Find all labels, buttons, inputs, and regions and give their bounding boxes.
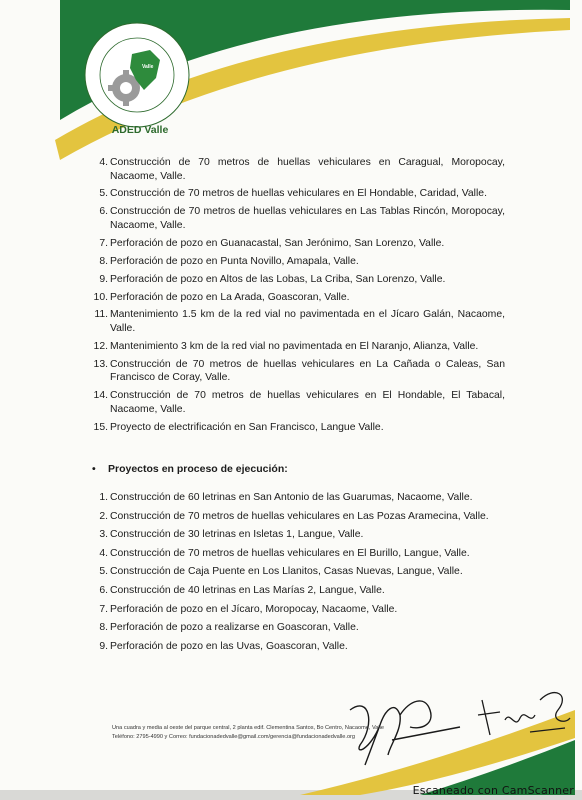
list-item [99,273,505,287]
footer-address: Una cuadra y media al oeste del parque central, 2 planta edif. Clementina Santos, Bo Centro, Nacaome, Valle [112,725,384,731]
item-number: 6. [99,584,108,596]
item-text: Construcción de 70 metros de huellas vehiculares en Las Tablas Rincón, Moropocay, Nacaome, Valle. [110,206,505,231]
item-text: Perforación de pozo en Punta Novillo, Amapala, Valle. [110,255,359,267]
bullet: • [92,463,96,475]
item-text: Construcción de 70 metros de huellas vehiculares en Las Pozas Aramecina, Valle. [110,510,489,522]
item-number: 9. [99,273,108,285]
list-item [93,358,505,385]
item-text: Construcción de 70 metros de huellas vehiculares en Caragual, Moropocay, Nacaome, Valle. [110,157,505,182]
item-number: 14. [93,390,108,402]
logo-text: ADED Valle [111,124,169,136]
item-text: Construcción de Caja Puente en Los Llanitos, Casas Nuevas, Langue, Valle. [110,566,463,578]
footer-contact [112,724,472,741]
list-item [99,187,505,201]
list-item [99,156,505,183]
item-number: 4. [99,547,108,559]
item-number: 5. [99,188,108,200]
list-item [93,340,505,354]
item-text: Perforación de pozo a realizarse en Goascoran, Valle. [110,622,359,634]
item-text: Mantenimiento 3 km de la red vial no pavimentada en El Naranjo, Alianza, Valle. [110,340,479,352]
list-item [93,421,505,435]
list-item [99,205,505,232]
item-number: 7. [99,237,108,249]
item-text: Perforación de pozo en Guanacastal, San Jerónimo, San Lorenzo, Valle. [110,237,445,249]
item-text: Construcción de 30 letrinas en Isletas 1, Langue, Valle. [110,529,364,541]
list-item [99,510,505,524]
section-heading [92,463,288,475]
list-item [99,565,505,579]
item-number: 8. [99,255,108,267]
logo-map-label: Valle [142,64,154,70]
list-item [99,255,505,269]
completed-projects-list [93,156,505,439]
item-text: Construcción de 70 metros de huellas vehiculares en El Hondable, Caridad, Valle. [110,188,487,200]
section-title: Proyectos en proceso de ejecución: [108,463,288,475]
item-number: 3. [99,529,108,541]
item-number: 13. [93,358,108,370]
item-text: Perforación de pozo en el Jícaro, Moropocay, Nacaome, Valle. [110,603,398,615]
list-item [99,547,505,561]
item-text: Perforación de pozo en La Arada, Goascoran, Valle. [110,291,350,303]
aded-logo [82,20,192,130]
item-number: 6. [99,206,108,218]
item-text: Perforación de pozo en Altos de las Lobas, La Criba, San Lorenzo, Valle. [110,273,446,285]
item-number: 1. [99,492,108,503]
item-number: 5. [99,566,108,578]
item-text: Construcción de 40 letrinas en Las Marías 2, Langue, Valle. [110,584,385,596]
list-item [99,237,505,251]
list-item [93,389,505,416]
item-text: Construcción de 60 letrinas en San Antonio de las Guarumas, Nacaome, Valle. [110,492,473,503]
list-item [99,584,505,598]
item-number: 10. [93,291,108,303]
item-number: 12. [93,340,108,352]
list-item [99,528,505,542]
camscanner-watermark: Escaneado con CamScanner [412,784,574,797]
list-item [99,621,505,635]
item-text: Construcción de 70 metros de huellas vehiculares en El Hondable, El Tabacal, Nacaome, Valle. [110,390,505,415]
in-progress-projects-list [99,491,505,658]
list-item [99,603,505,617]
item-number: 4. [99,157,108,168]
item-number: 8. [99,622,108,634]
item-number: 9. [99,640,108,652]
signature-2 [470,680,575,745]
item-text: Proyecto de electrificación en San Francisco, Langue Valle. [110,421,384,433]
item-number: 11. [94,309,108,321]
footer-phone-email: Teléfono: 2795-4990 y Correo: fundacionadedvalle@gmail.com/gerencia@fundacionadedvalle.org [112,733,356,740]
list-item [93,291,505,305]
item-text: Construcción de 70 metros de huellas vehiculares en El Burillo, Langue, Valle. [110,547,470,559]
list-item [99,640,505,654]
item-text: Construcción de 70 metros de huellas vehiculares en La Cañada o Caleas, San Francisco de Coray, Valle. [110,358,505,384]
list-item [99,491,505,505]
item-number: 15. [93,421,108,433]
item-number: 2. [99,510,108,522]
item-text: Mantenimiento 1.5 km de la red vial no pavimentada en el Jícaro Galán, Nacaome, Valle. [110,309,505,335]
list-item [94,308,505,335]
item-number: 7. [99,603,108,615]
item-text: Perforación de pozo en las Uvas, Goascoran, Valle. [110,640,348,652]
